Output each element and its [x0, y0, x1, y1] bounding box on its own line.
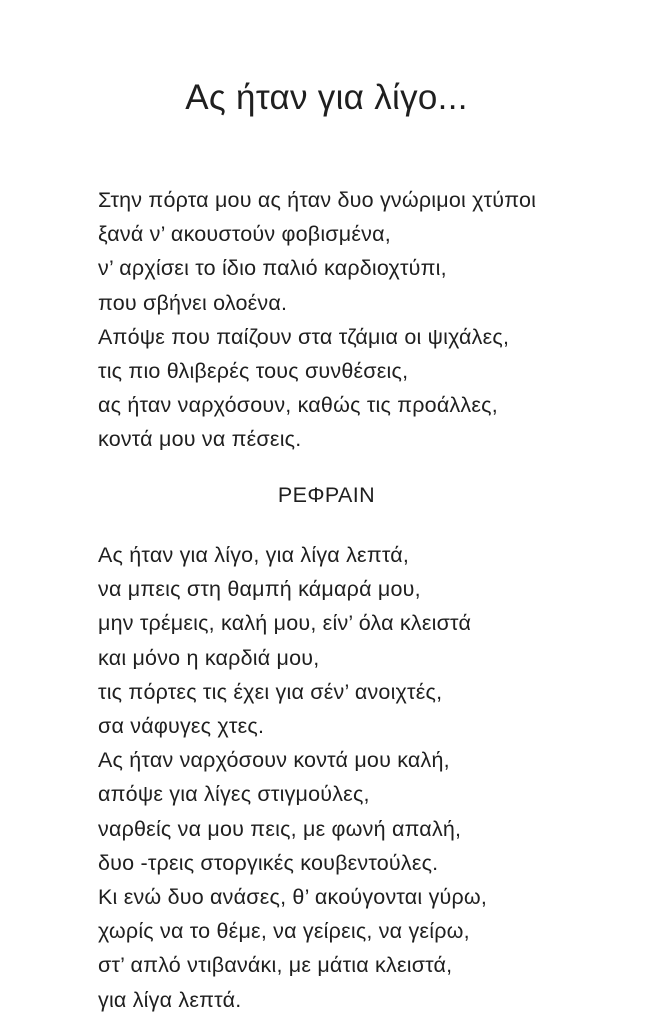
verse-line: Στην πόρτα μου ας ήταν δυο γνώριμοι χτύποι: [98, 188, 537, 212]
verse-line: ναρθείς να μου πεις, με φωνή απαλή,: [98, 816, 462, 841]
verse-line: ας ήταν ναρχόσουν, καθώς τις προάλλες,: [98, 393, 498, 418]
verse-line: Κι ενώ δυο ανάσες, θ’ ακούγονται γύρω,: [98, 885, 488, 910]
verse-line: σα νάφυγες χτες.: [98, 714, 265, 739]
verse-line: Απόψε που παίζουν στα τζάμια οι ψιχάλες,: [98, 324, 510, 349]
verse-1: [98, 183, 536, 457]
verse-line: ν’ αρχίσει το ίδιο παλιό καρδιοχτύπι,: [98, 256, 447, 281]
verse-line: τις πόρτες τις έχει για σέν’ ανοιχτές,: [98, 679, 443, 704]
verse-line: μην τρέμεις, καλή μου, είν’ όλα κλειστά: [98, 611, 472, 636]
verse-line: που σβήνει ολοένα.: [98, 290, 288, 315]
verse-line: τις πιο θλιβερές τους συνθέσεις,: [98, 359, 409, 384]
page-title: Ας ήταν για λίγο...: [185, 78, 468, 117]
verse-line: χωρίς να το θέμε, να γείρεις, να γείρω,: [98, 919, 470, 944]
verse-line: ξανά ν’ ακουστούν φοβισμένα,: [98, 222, 391, 247]
verse-line: Ας ήταν ναρχόσουν κοντά μου καλή,: [98, 748, 450, 773]
verse-line: απόψε για λίγες στιγμούλες,: [98, 782, 370, 807]
chorus-heading: ΡΕΦΡΑΙΝ: [277, 483, 376, 507]
verse-line: να μπεις στη θαμπή κάμαρά μου,: [98, 577, 421, 602]
verse-line: και μόνο η καρδιά μου,: [98, 645, 320, 670]
verse-2: [98, 538, 487, 1017]
verse-line: δυο -τρεις στοργικές κουβεντούλες.: [98, 850, 439, 875]
verse-line: Ας ήταν για λίγο, για λίγα λεπτά,: [98, 543, 410, 567]
verse-line: κοντά μου να πέσεις.: [98, 427, 302, 452]
verse-line: για λίγα λεπτά.: [98, 987, 242, 1012]
verse-line: στ’ απλό ντιβανάκι, με μάτια κλειστά,: [98, 953, 453, 978]
